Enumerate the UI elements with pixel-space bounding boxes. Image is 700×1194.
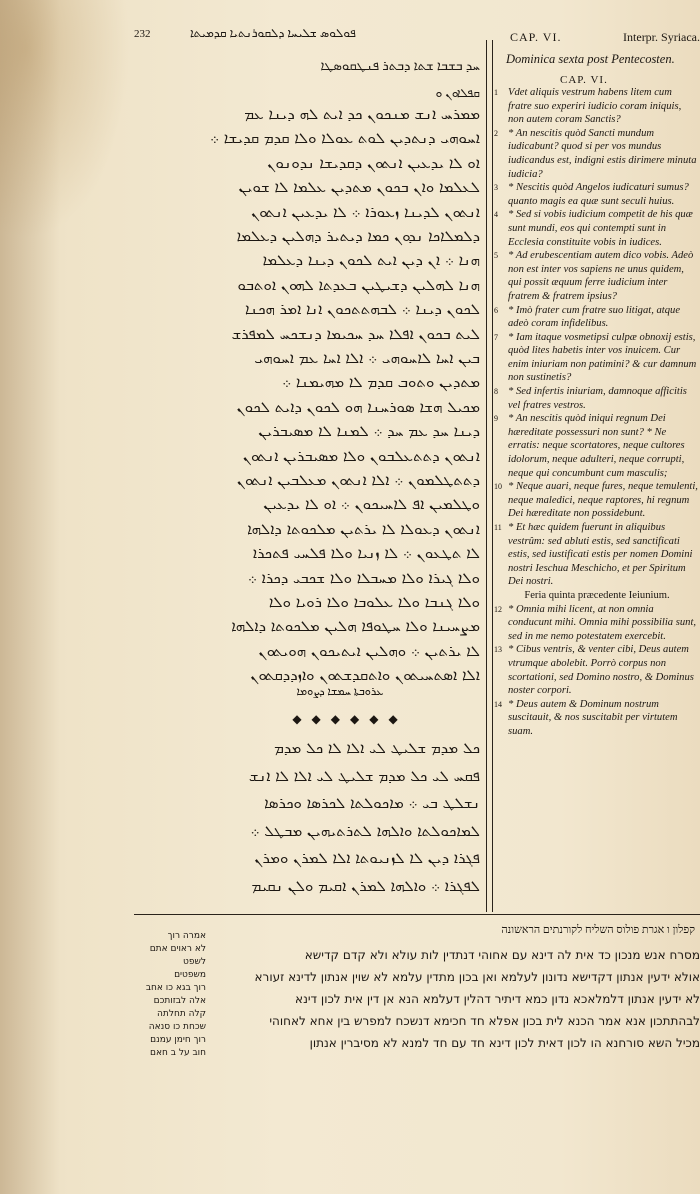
syriac-line: ܠܟܘܢ ܕܝܢܐ ܀ ܠܒܗܬܬܟܘܢ ܐܢܐ ܐܡܪ ܗܟܢܐ: [244, 300, 480, 319]
verse-number: 14: [494, 699, 502, 709]
syriac-line: ܐܢܬܘܢ ܕܬܬܥܠܒܘܢ ܘܠܐ ܡܣܝܒܪܝܢ ܐܢܬܘܢ: [242, 446, 480, 465]
syriac-line: ܐܘ ܠܐ ܝܕܥܝܢ ܐܢܬܘܢ ܕܩܕܝܫܐ ܢܕܘܢܘܢ: [267, 153, 480, 172]
syriac-line: ܘܛܠܡܝܢ ܐܦ ܠܐܚܝܟܘܢ ܀ ܐܘ ܠܐ ܝܕܥܝܢ: [263, 495, 480, 514]
verse-text: * Deus autem & Dominum nostrum suscitauit, & nos suscitabit per virtutem suam.: [508, 698, 678, 737]
syriac-feria-heading: ܥܪܘܒܬܐ ܚܡܫܐ ܕܨܘܡܐ: [296, 686, 384, 698]
verse-number: 9: [494, 414, 498, 424]
syriac-line: ܗܢܐ ܠܗܠܝܢ ܕܫܝܛܝܢ ܒܥܕܬܐ ܠܗܘܢ ܐܘܬܒܘ: [237, 275, 480, 294]
latin-header-note: Interpr. Syriaca.: [623, 30, 700, 44]
hebrew-margin-note: קלה תחלתה: [157, 1009, 206, 1019]
latin-verse: [496, 385, 698, 412]
latin-verse: [496, 208, 698, 249]
syriac-line: ܐܠܐ ܐܣܬܚܝܬܘܢ ܘܐܬܩܕܫܬܘܢ ܘܐܙܕܕܩܬܘܢ: [250, 666, 480, 685]
hebrew-line: מכיל השא סורחנא הו לכון דאית לכון דינא חד עם חד למנא לא מסיברין אנתון: [309, 1036, 700, 1050]
latin-feria-heading: [496, 589, 698, 603]
latin-verse: [496, 521, 698, 589]
hebrew-margin-note: אמרה רוך: [167, 931, 206, 941]
latin-verse: [496, 480, 698, 521]
column-divider-inner: [492, 40, 493, 912]
verse-number: 1: [494, 88, 498, 97]
hebrew-line: אולא ידעין אנתון דקדישא נדונון לעלמא ואן בכון מתדין עלמא לא שוין אנתון לדינא זעורא: [254, 970, 700, 984]
column-divider: [486, 40, 487, 912]
latin-cap: CAP. VI.: [560, 74, 608, 86]
syriac-line: ܘܠܐ ܓܝܪܐ ܘܠܐ ܡܚܒܠܐ ܘܠܐ ܫܟܒܝ ܕܟܪܐ ܀: [247, 568, 480, 587]
verse-number: 8: [494, 387, 498, 397]
syriac-line: ܡܡܪܚ ܐܢܫ ܡܢܟܘܢ ܟܕ ܐܝܬ ܠܗ ܕܝܢܐ ܥܡ: [244, 105, 480, 123]
verse-number: 3: [494, 183, 498, 193]
verse-text: * An nescitis quòd Sancti mundum iudicabunt? quod si per vos mundus iudicandus est, indigni estis dirimere minuta iudicia?: [508, 127, 697, 180]
syriac-line: ܠܝܬ ܒܟܘܢ ܐܦܠܐ ܚܕ ܚܟܝܡܐ ܕܢܫܟܚ ܠܡܦܪܫ: [231, 324, 480, 343]
verse-number: 13: [494, 645, 502, 655]
paper-stain: [0, 0, 130, 240]
syriac-line: ܕܬܬܛܠܡܘܢ ܀ ܐܠܐ ܐܢܬܘܢ ܡܥܠܒܝܢ ܐܢܬܘܢ: [236, 471, 480, 489]
latin-text-block: [496, 86, 698, 739]
verse-number: 4: [494, 210, 498, 220]
syriac-line: ܦܓܪܐ ܕܝܢ ܠܐ ܠܙܢܝܘܬܐ ܐܠܐ ܠܡܪܢ ܘܡܪܢ: [254, 849, 480, 867]
verse-number: 11: [494, 523, 502, 532]
hebrew-line: לבהתתכון אנא אמר הכנא לית בכון אפלא חד חכימא דנשכח למפרש בין אחא לאחוהי: [269, 1014, 700, 1028]
verse-text: * Sed si vobis iudicium competit de his quæ sunt mundi, eos qui contempti sunt in Ecclesia constituite vobis in iudices.: [508, 209, 693, 248]
latin-verse: [496, 643, 698, 697]
syriac-line: ܡܬܕܝܢ ܘܬܘܒ ܩܕܡ ܠܐ ܡܗܝܡܢܐ ܀: [282, 373, 480, 392]
syriac-line: ܐܢܬܘܢ ܕܥܘܠܐ ܠܐ ܝܪܬܝܢ ܡܠܟܘܬܐ ܕܐܠܗܐ: [247, 519, 480, 538]
verse-text: Vdet aliquis vestrum habens litem cum fratre suo experiri iudicio coram iniquis, non autem coram Sanctis?: [508, 87, 682, 126]
hebrew-margin-note: רוך חימן עמנם: [150, 1035, 206, 1045]
syriac-line: ܕܝܢܐ ܚܕ ܥܡ ܚܕ ܀ ܠܡܢܐ ܠܐ ܡܣܝܒܪܝܢ: [258, 422, 480, 441]
syriac-line: ܐܢܬܘܢ ܠܕܝܢܐ ܙܥܘܪܐ ܀ ܠܐ ܝܕܥܝܢ ܐܢܬܘܢ: [251, 202, 480, 221]
verse-text: * Cibus ventris, & venter cibi, Deus autem vtrumque abolebit. Porrò corpus non scortationi, sed Domino nostro, & Dominus noster corpori.: [508, 644, 694, 697]
verse-text: * An nescitis quòd iniqui regnum Dei hæreditate possessuri non sunt? * Ne erratis: neque scortatores, neque cultores idolorum, neque adulteri, neque corrupti, neque qui concumbunt cum masculis;: [508, 413, 685, 479]
syriac-line: ܘܠܐ ܓܢܒܐ ܘܠܐ ܥܠܘܒܐ ܘܠܐ ܪܘܝܐ ܘܠܐ: [268, 593, 480, 611]
hebrew-margin-note: לא ראוים אתם לשפט: [149, 944, 206, 967]
latin-verse: [496, 86, 698, 127]
verse-text: * Neque auari, neque fures, neque temulenti, neque maledici, neque raptores, hi regnum Dei hæreditate non possidebunt.: [508, 481, 698, 520]
latin-subtitle: Dominica sexta post Pentecosten.: [506, 52, 675, 66]
syriac-line: ܠܐ ܝܪܬܝܢ ܀ ܘܗܠܝܢ ܐܝܬܝܟܘܢ ܗܘܝܬܘܢ: [258, 641, 480, 660]
running-header-syriac: ܦܘܠܘܣ ܫܠܝܚܐ ܕܠܩܘܪܢܬܝܐ ܩܕܡܝܬܐ: [190, 26, 356, 40]
syriac-line: ܠܡܐܟܘܠܬܐ ܘܐܠܗܐ ܠܬܪܬܝܗܝܢ ܡܒܛܠ ܀: [250, 821, 480, 840]
latin-verse: [496, 181, 698, 208]
hebrew-line: לא ידעין אנתון דלמלאכא נדון כמא דיתיר דהלין דעלמא הנא אן דין אית לכון דינא: [295, 992, 700, 1006]
syriac-line: ܐܚܘܗܝ ܕܢܬܕܝܢ ܠܘܬ ܥܘܠܐ ܘܠܐ ܩܕܡ ܩܕܝܫܐ ܀: [209, 129, 480, 148]
paper-edge-shadow: [0, 0, 60, 1194]
syriac-line: ܟܠ ܡܕܡ ܫܠܝܛ ܠܝ ܐܠܐ ܠܐ ܟܠ ܡܕܡ: [274, 739, 480, 757]
hebrew-margin-note: אלה לבזותכם: [153, 996, 206, 1006]
verse-text: Feria quinta præcedente Ieiunium.: [524, 589, 670, 601]
verse-text: * Omnia mihi licent, at non omnia conducunt mihi. Omnia mihi possibilia sunt, sed in me nemo potestatem exercebit.: [508, 603, 697, 642]
verse-text: * Imò frater cum fratre suo litigat, atque adeò coram infidelibus.: [508, 304, 681, 330]
syriac-line: ܒܝܢ ܐܚܐ ܠܐܚܘܗܝ ܀ ܐܠܐ ܐܚܐ ܥܡ ܐܚܘܗܝ: [254, 349, 480, 367]
syriac-line: ܠܦܓܪܐ ܀ ܘܐܠܗܐ ܠܡܪܢ ܐܩܝܡ ܘܠܢ ܢܩܝܡ: [251, 876, 480, 895]
syriac-line: ܕܠܡܠܐܟܐ ܢܕܘܢ ܟܡܐ ܕܝܬܝܪ ܕܗܠܝܢ ܕܥܠܡܐ: [236, 227, 480, 245]
syriac-line: ܠܥܠܡܐ ܘܐܢ ܒܟܘܢ ܡܬܕܝܢ ܥܠܡܐ ܠܐ ܫܘܝܢ: [238, 178, 480, 197]
verse-number: 5: [494, 251, 498, 261]
syriac-line: ܗܢܐ ܀ ܐܢ ܕܝܢ ܐܝܬ ܠܟܘܢ ܕܝܢܐ ܕܥܠܡܐ: [262, 251, 480, 270]
latin-verse: [496, 603, 698, 644]
hebrew-margin-note: משפטים: [174, 970, 206, 980]
hebrew-margin-note: רוך בגא כו אחב: [145, 983, 206, 993]
syriac-line: ܡܟܝܠ ܗܫܐ ܣܘܪܚܢܐ ܗܘ ܠܟܘܢ ܕܐܝܬ ܠܟܘܢ: [236, 397, 480, 416]
page-number: 232: [134, 28, 151, 40]
verse-number: 10: [494, 482, 502, 492]
verse-number: 2: [494, 128, 498, 138]
verse-text: * Sed infertis iniuriam, damnoque afficitis vel fratres vestros.: [508, 386, 687, 411]
verse-text: * Iam itaque vosmetipsi culpæ obnoxij estis, quòd lites habetis inter vos inuicem. Cur enim iniuriam non patimini? & cur damnum non sustinetis?: [508, 331, 697, 384]
latin-verse: [496, 412, 698, 480]
syriac-line: ܢܫܠܛ ܒܝ ܀ ܡܐܟܘܠܬܐ ܠܟܪܣܐ ܘܟܪܣܐ: [264, 794, 480, 812]
verse-number: 12: [494, 604, 502, 614]
syriac-line: ܠܐ ܬܛܥܘܢ ܀ ܠܐ ܙܢܝܐ ܘܠܐ ܦܠܚܝ ܦܬܟܪܐ: [252, 544, 480, 563]
footer-divider: [134, 914, 700, 915]
latin-verse: [496, 331, 698, 385]
syriac-chapter-label: ܩܦܠܐܘܢ ܘ: [435, 86, 480, 100]
latin-running-header: [510, 30, 700, 45]
latin-verse: [496, 304, 698, 331]
verse-text: * Et hæc quidem fuerunt in aliquibus vestrûm: sed abluti estis, sed sanctificati estis, sed iustificati estis per nomen Domini nostri Ieschua Meschicho, et per Spiritum Dei nostri.: [508, 522, 693, 588]
hebrew-margin-note: שכחת כו סנאה: [148, 1022, 206, 1032]
verse-number: 6: [494, 305, 498, 315]
hebrew-line: מסרח אנש מנכון כד אית לה דינא עם אחוהי דנתדין לות עולא ולא קדם קדישא: [304, 948, 700, 962]
verse-text: * Ad erubescentiam autem dico vobis. Adeò non est inter vos sapiens ne unus quidem, qui possit æquum ferre iudicium inter fratrem & fratrem ipsius?: [508, 250, 694, 302]
hebrew-title: קפלון ו אגרת פולוס השליח לקורנתים הראשונה: [501, 924, 695, 936]
latin-verse: [496, 698, 698, 739]
hebrew-margin-note: חוב על ב חאם: [150, 1048, 206, 1058]
hebrew-margin-notes: [136, 930, 206, 1060]
syriac-line: ܦܩܚ ܠܝ ܟܠ ܡܕܡ ܫܠܝܛ ܠܝ ܐܠܐ ܠܐ ܐܢܫ: [248, 766, 480, 785]
latin-chapter-label: CAP. VI.: [510, 30, 562, 44]
ornament-dots: ◆◆◆◆◆◆: [292, 712, 408, 726]
latin-verse: [496, 249, 698, 303]
syriac-section-title: ܚܕ ܒܫܒܐ ܫܬܐ ܕܒܬܪ ܦܢܛܩܘܣܛܐ: [320, 58, 480, 73]
verse-text: * Nescitis quòd Angelos iudicaturi sumus? quanto magis ea quæ sunt seculi huius.: [508, 182, 689, 207]
syriac-line: ܡܨܚܝܢܐ ܘܠܐ ܚܛܘܦܐ ܗܠܝܢ ܡܠܟܘܬܐ ܕܐܠܗܐ: [231, 617, 480, 636]
verse-number: 7: [494, 332, 498, 342]
latin-verse: [496, 127, 698, 181]
